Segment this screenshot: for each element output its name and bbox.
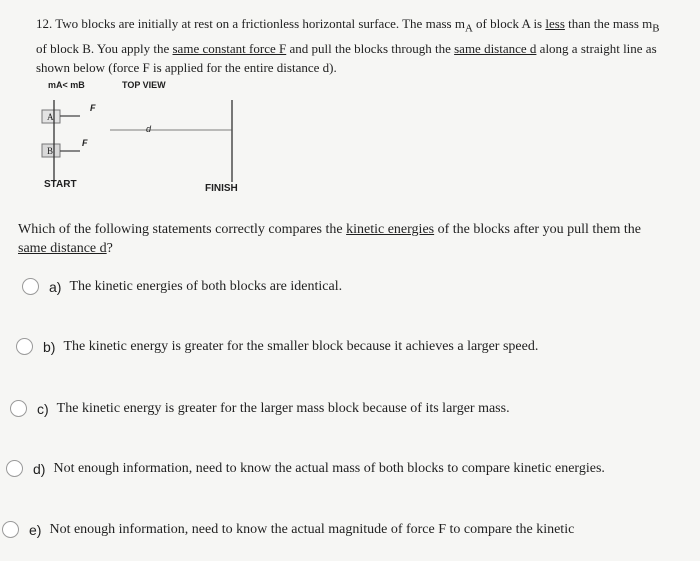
underlined-distance: same distance d (18, 241, 107, 256)
question-number: 12. (36, 16, 53, 31)
underlined-less: less (545, 16, 565, 31)
subscript-a: A (464, 22, 473, 35)
option-text: The kinetic energy is greater for the smaller block because it achieves a larger speed. (63, 338, 539, 354)
option-text: Not enough information, need to know the actual magnitude of force F to compare the kinetic (49, 521, 575, 537)
radio-a[interactable] (22, 278, 39, 295)
underlined-kinetic: kinetic energies (346, 222, 435, 237)
subscript-b: B (652, 22, 660, 35)
start-label: START (44, 179, 77, 190)
option-e[interactable] (2, 521, 574, 538)
distance-label: d (146, 124, 152, 134)
option-letter: e) (29, 521, 42, 538)
question-part: Two blocks are initially at rest on a frictionless horizontal surface. The mass m (55, 16, 465, 31)
question-part: along a straight line as shown below (force F is applied for the entire distance d). (36, 40, 657, 75)
underlined-force: same constant force F (172, 40, 287, 56)
radio-e[interactable] (2, 521, 19, 538)
prompt-part: of the blocks after you pull them the (434, 222, 641, 237)
question-part: of block A is (472, 16, 546, 31)
option-a[interactable] (22, 278, 342, 295)
radio-c[interactable] (10, 400, 27, 417)
option-c[interactable] (10, 400, 510, 417)
question-part: than the mass m (564, 16, 653, 31)
option-letter: a) (49, 278, 62, 295)
block-a-label: A (47, 112, 54, 122)
option-b[interactable] (16, 338, 538, 355)
prompt-part: ? (106, 241, 113, 256)
option-d[interactable] (6, 460, 605, 477)
blocks-diagram (40, 78, 270, 198)
option-letter: c) (37, 400, 49, 417)
mass-relation-label: mA< mB (48, 80, 85, 90)
radio-d[interactable] (6, 460, 23, 477)
option-letter: b) (43, 338, 56, 355)
block-b-label: B (47, 146, 54, 156)
underlined-distance: same distance d (454, 40, 537, 56)
option-letter: d) (33, 460, 46, 477)
radio-b[interactable] (16, 338, 33, 355)
finish-label: FINISH (205, 183, 238, 194)
question-text (36, 14, 672, 77)
question-part: and pull the blocks through the (286, 40, 455, 56)
option-text: Not enough information, need to know the actual mass of both blocks to compare kinetic energies. (53, 460, 605, 476)
force-a-label: F (90, 103, 96, 113)
option-text: The kinetic energies of both blocks are identical. (69, 278, 343, 294)
prompt-part: Which of the following statements correctly compares the (18, 222, 347, 237)
force-b-label: F (82, 138, 88, 148)
top-view-label: TOP VIEW (122, 80, 166, 90)
question-part: of block B. You apply the (36, 40, 173, 56)
prompt-text (18, 220, 668, 258)
option-text: The kinetic energy is greater for the larger mass block because of its larger mass. (56, 400, 510, 416)
